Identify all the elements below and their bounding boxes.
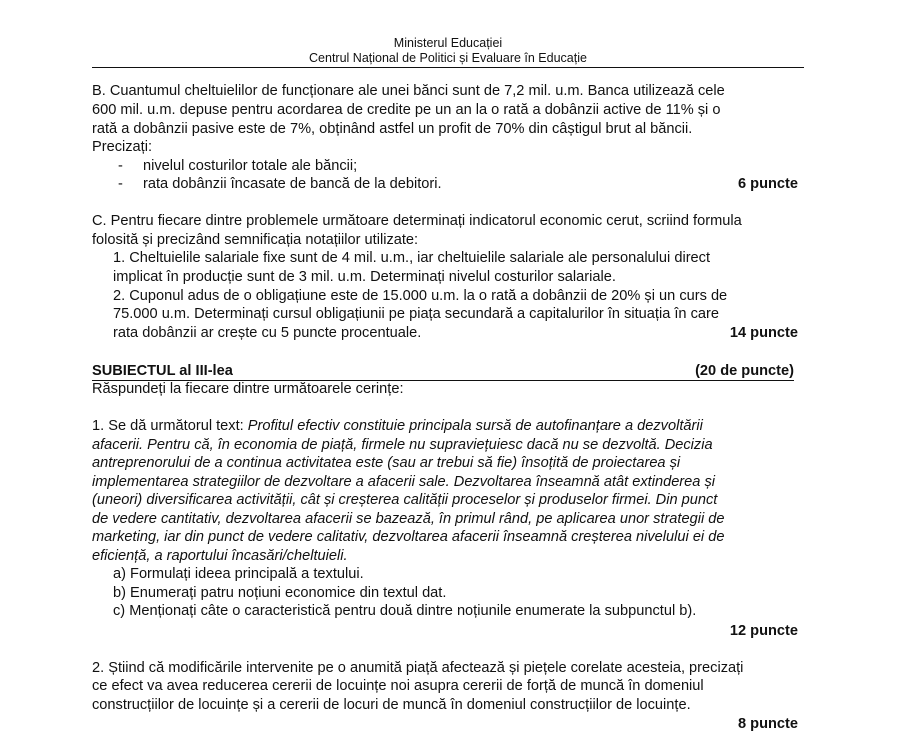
section-c-item2-line2: 75.000 u.m. Determinați cursul obligațiunii pe piața secundară a capitalurilor în situația în care — [113, 306, 719, 322]
q1-quote-text: (uneori) diversificarea activității, cât și creșterea calității proceselor și produselor firmei. Din punct — [92, 492, 718, 508]
section-b-line-3: rată a dobânzii pasive este de 7%, obținând astfel un profit de 70% din câștigul brut al băncii. — [92, 121, 693, 137]
subject-3-heading — [92, 362, 794, 381]
section-c-item2-line1: 2. Cuponul adus de o obligațiune este de 15.000 u.m. la o rată a dobânzii de 20% și un curs de — [113, 288, 728, 304]
section-c-intro-2: folosită și precizând semnificația notațiilor utilizate: — [92, 232, 419, 248]
q1-quote-line-8 — [92, 547, 804, 565]
q1-quote-text: de vedere cantitativ, dezvoltarea afacerii se bazează, în primul rând, pe aplicarea unor strategii de — [92, 511, 725, 527]
q1-quote-line-3 — [92, 454, 804, 472]
section-b-line-4: Precizați: — [92, 139, 153, 155]
q1-quote-text: marketing, iar din punct de vedere calitativ, dezvoltarea afacerii înseamnă creșterea nivelului ei de — [92, 529, 725, 545]
page-header — [92, 36, 804, 66]
q1-subitem-b: b) Enumerați patru noțiuni economice din textul dat. — [113, 585, 447, 601]
bullet-text: nivelul costurilor totale ale băncii; — [143, 158, 358, 174]
section-c-item2-line3: rata dobânzii ar crește cu 5 puncte procentuale. — [113, 325, 422, 341]
bullet-text: rata dobânzii încasate de bancă de la debitori. — [143, 176, 442, 192]
q1-points: 12 puncte — [729, 623, 798, 639]
header-center: Centrul Național de Politici și Evaluare în Educație — [309, 51, 587, 65]
subject-3-points: (20 de puncte) — [695, 363, 794, 379]
section-b-bullet-1 — [118, 157, 357, 175]
subject-3-instruction: Răspundeți la fiecare dintre următoarele cerințe: — [92, 381, 404, 397]
q1-quote-line-4 — [92, 473, 804, 491]
q1-quote-line-6 — [92, 510, 804, 528]
q1-quote-text: implementarea strategiilor de dezvoltare a afacerii sale. Dezvoltarea înseamnă atât extinderea și — [92, 474, 715, 490]
section-c-points: 14 puncte — [729, 325, 798, 341]
section-c-intro-1: C. Pentru fiecare dintre problemele următoare determinați indicatorul economic cerut, scriind formula — [92, 213, 742, 229]
q2-points: 8 puncte — [737, 716, 798, 732]
q1-quote-start: Profitul efectiv constituie principala sursă de autofinanțare a dezvoltării — [247, 418, 703, 434]
section-b-bullet-2 — [118, 175, 442, 193]
q1-quote-line-7 — [92, 528, 804, 546]
q1-subitem-c: c) Menționați câte o caracteristică pentru două dintre noțiunile enumerate la subpunctul b). — [113, 603, 697, 619]
q1-quote-line-2 — [92, 436, 804, 454]
section-b-line-2: 600 mil. u.m. depuse pentru acordarea de credite pe un an la o rată a dobânzii active de 11% și o — [92, 102, 721, 118]
section-c-item1-line1: 1. Cheltuielile salariale fixe sunt de 4 mil. u.m., iar cheltuielile salariale ale personalului direct — [113, 250, 711, 266]
q1-quote-line-5 — [92, 491, 804, 509]
header-ministry: Ministerul Educației — [393, 36, 503, 50]
q1-prefix: 1. Se dă următorul text: — [92, 418, 248, 434]
q1-line-1 — [92, 417, 804, 435]
header-divider — [92, 67, 804, 68]
q1-quote-text: antreprenorului de a continua activitatea este (sau ar trebui să fie) însoțită de proiectarea și — [92, 455, 681, 471]
q1-quote-text: eficiență, a raportului încasări/cheltuieli. — [92, 548, 348, 564]
bullet-dash: - — [118, 158, 123, 174]
bullet-dash: - — [118, 176, 123, 192]
q1-subitem-a: a) Formulați ideea principală a textului. — [113, 566, 364, 582]
section-b-line-1: B. Cuantumul cheltuielilor de funcționare ale unei bănci sunt de 7,2 mil. u.m. Banca utilizează cele — [92, 83, 725, 99]
section-b-points: 6 puncte — [737, 176, 798, 192]
q1-quote-text: afacerii. Pentru că, în economia de piață, firmele nu supraviețuiesc dacă nu se dezvoltă. Decizia — [92, 437, 713, 453]
subject-3-title: SUBIECTUL al III-lea — [92, 363, 233, 379]
q2-line-3: construcțiilor de locuințe și a cererii de locuri de muncă în domeniul construcțiilor de locuințe. — [92, 697, 691, 713]
q2-line-2: ce efect va avea reducerea cererii de locuințe noi asupra cererii de forță de muncă în domeniul — [92, 678, 704, 694]
section-c-item1-line2: implicat în producție sunt de 3 mil. u.m. Determinați nivelul costurilor salariale. — [113, 269, 616, 285]
q2-line-1: 2. Știind că modificările intervenite pe o anumită piață afectează și piețele corelate acesteia, precizați — [92, 660, 744, 676]
